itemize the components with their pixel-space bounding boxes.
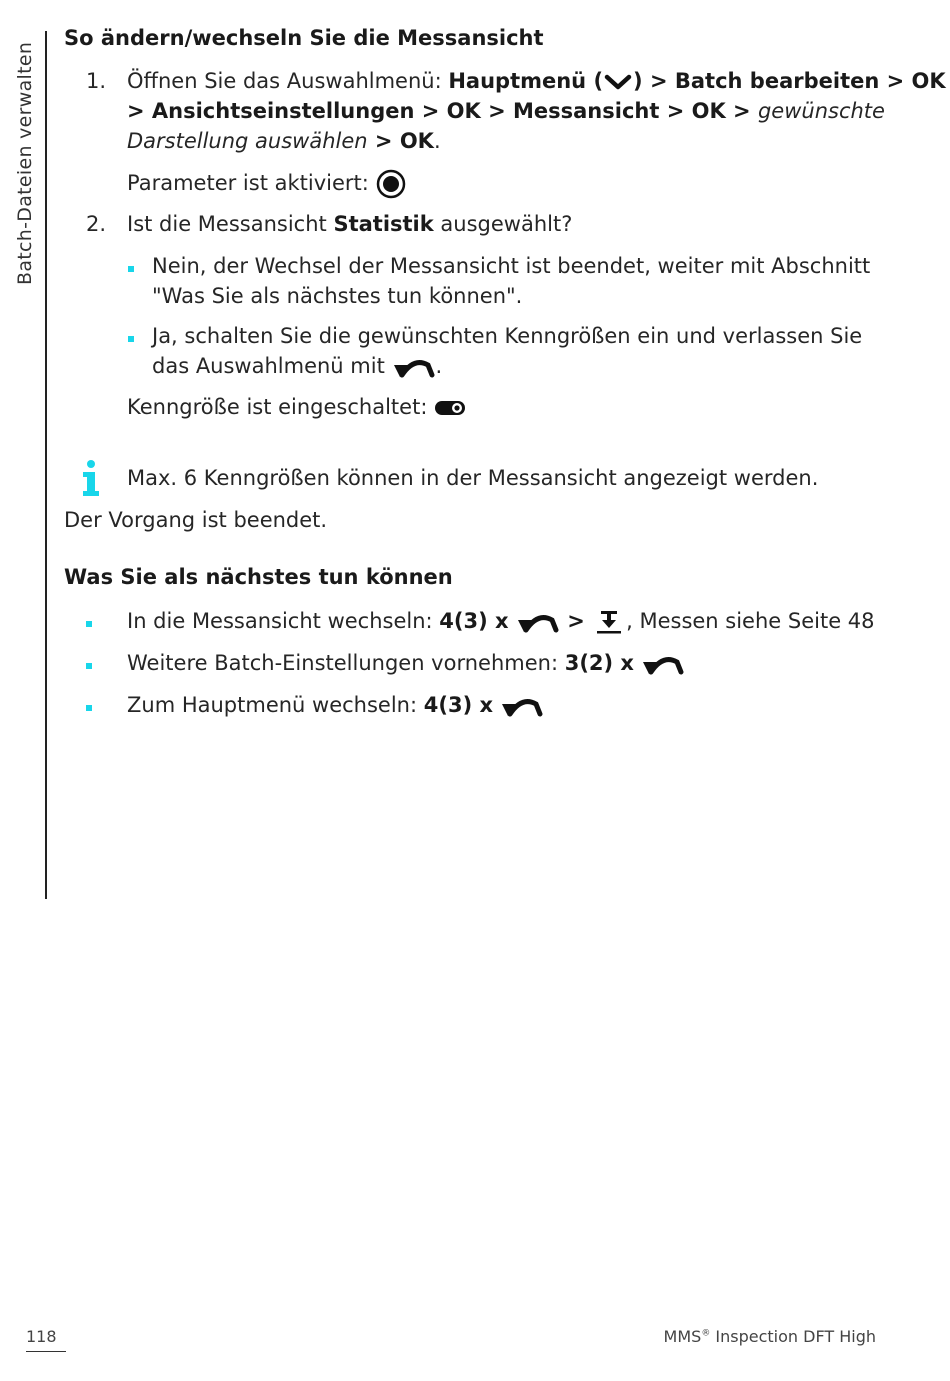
bullet-marker: [86, 705, 92, 711]
toggle-on-icon: [434, 400, 466, 416]
step-text: Öffnen Sie das Auswahlmenü: Hauptmenü ( ) > Batch bearbeiten > OK > Ansichtseinstellungen > OK > Messansicht > OK > gewünschte Darstellung auswählen > OK. Parameter ist aktiviert:: [127, 66, 887, 199]
next-item-main-menu: Zum Hauptmenü wechseln: 4(3) x: [127, 690, 544, 720]
bullet-marker: [128, 266, 134, 272]
side-tab-label: Batch-Dateien verwalten: [14, 41, 36, 285]
back-arrow-icon: [500, 694, 544, 718]
chevron-down-icon: [604, 72, 632, 92]
next-item-batch-settings: Weitere Batch-Einstellungen vornehmen: 3(2) x: [127, 648, 685, 678]
step-text: Ist die Messansicht Statistik ausgewählt?: [127, 212, 573, 236]
bullet-no: Nein, der Wechsel der Messansicht ist beendet, weiter mit Abschnitt "Was Sie als nächstes tun können".: [152, 254, 871, 308]
next-item-measure-view: In die Messansicht wechseln: 4(3) x > , Messen siehe Seite 48: [127, 609, 875, 633]
back-arrow-icon: [516, 610, 560, 634]
step-number: 2.: [86, 212, 107, 236]
info-icon: [80, 459, 102, 497]
bullet-yes: Ja, schalten Sie die gewünschten Kenngrößen ein und verlassen Sie das Auswahlmenü mit .: [152, 324, 863, 378]
process-done-text: Der Vorgang ist beendet.: [64, 508, 328, 532]
page-number: 118: [26, 1327, 57, 1346]
step-number: 1.: [86, 69, 107, 93]
back-arrow-icon: [392, 355, 436, 379]
parameter-label: Parameter ist aktiviert:: [127, 171, 376, 195]
bullet-marker: [128, 336, 134, 342]
measure-icon: [594, 609, 624, 635]
back-arrow-icon: [641, 652, 685, 676]
product-name: MMS® Inspection DFT High: [663, 1327, 876, 1346]
toggle-line: [127, 392, 466, 422]
radio-selected-icon: [376, 169, 406, 199]
next-steps-heading: Was Sie als nächstes tun können: [64, 565, 453, 589]
bullet-marker: [86, 621, 92, 627]
side-rule: [45, 31, 47, 899]
bullet-marker: [86, 663, 92, 669]
section-heading: So ändern/wechseln Sie die Messansicht: [64, 26, 544, 50]
footer-rule: [26, 1351, 66, 1352]
toggle-label: Kenngröße ist eingeschaltet:: [127, 395, 435, 419]
info-text: Max. 6 Kenngrößen können in der Messansicht angezeigt werden.: [127, 466, 819, 490]
